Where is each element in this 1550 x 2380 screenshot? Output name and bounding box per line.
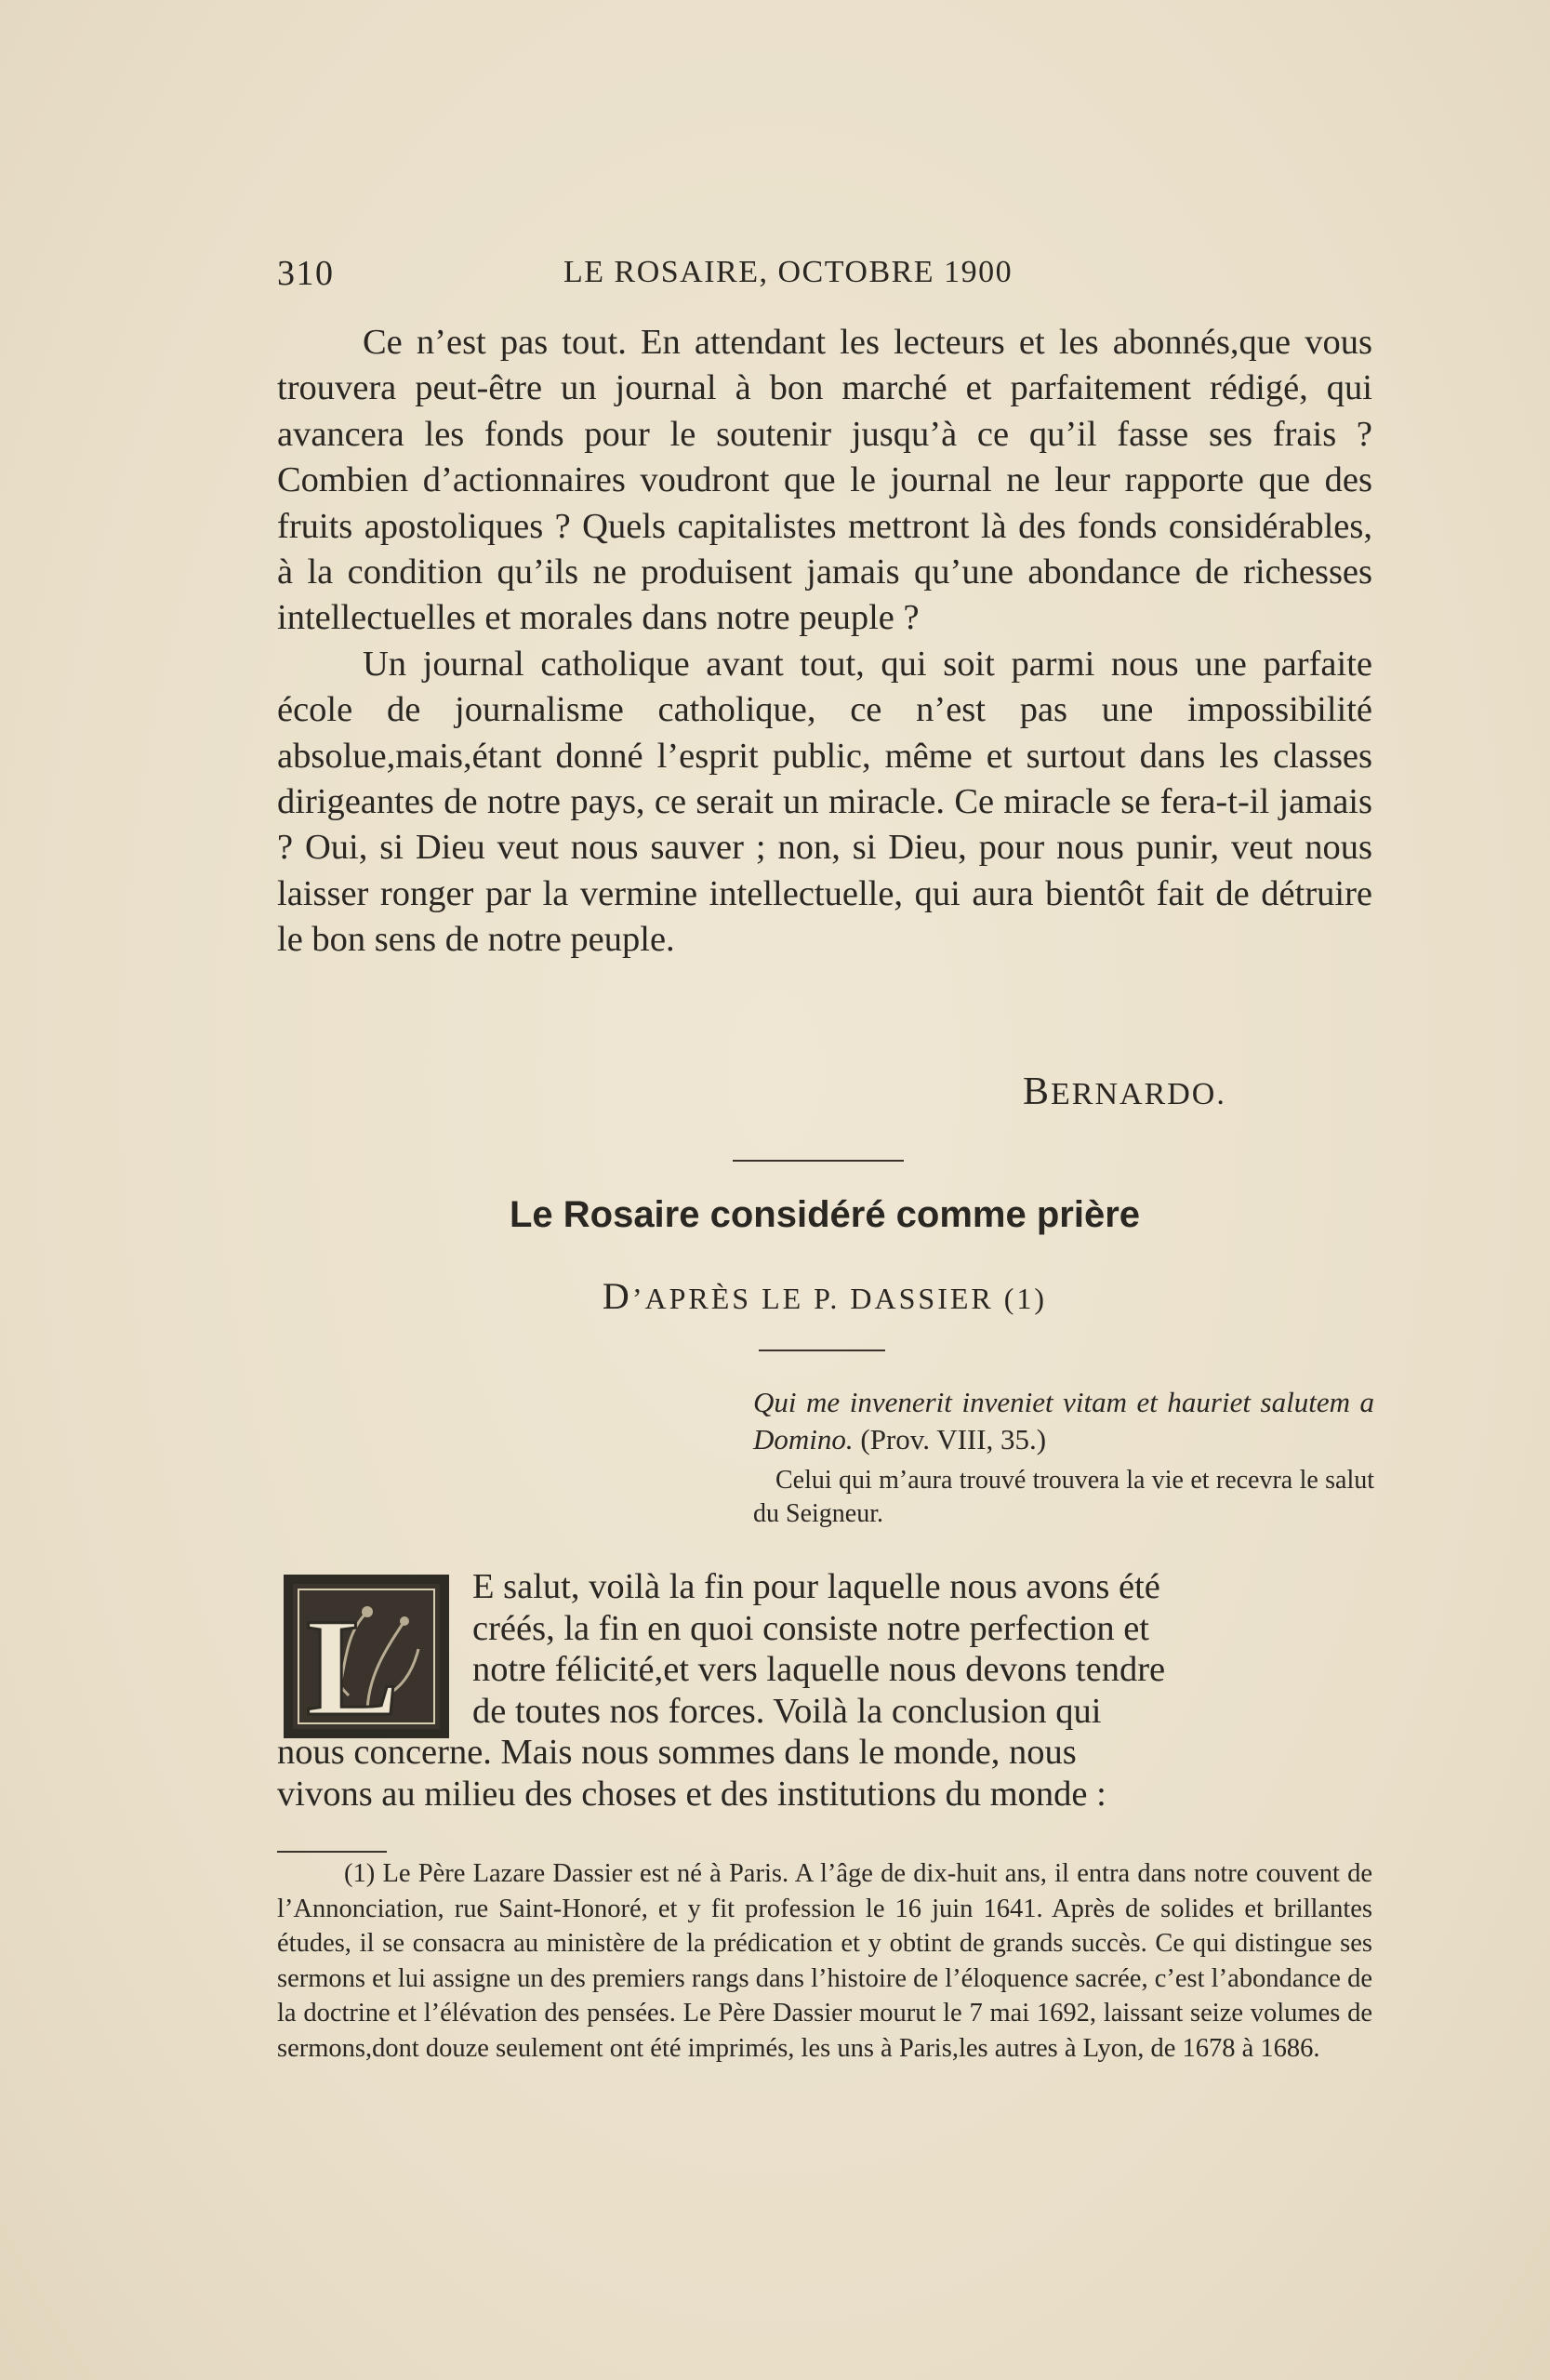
running-title: LE ROSAIRE, OCTOBRE 1900 bbox=[563, 255, 1013, 289]
article-end-prose bbox=[277, 320, 1372, 964]
page-number: 310 bbox=[277, 254, 335, 293]
dropcap-letter: L bbox=[306, 1590, 400, 1729]
footnote-rule bbox=[277, 1851, 387, 1853]
signature-rest: ERNARDO. bbox=[1051, 1077, 1226, 1111]
epigraph bbox=[753, 1384, 1374, 1531]
body-line-1: E salut, voilà la fin pour laquelle nous avons été bbox=[472, 1567, 1160, 1606]
subtitle-initial: D bbox=[602, 1275, 632, 1317]
epigraph-latin-text: Qui me invenerit inveniet vitam et hauriet salutem a Domino. bbox=[753, 1386, 1374, 1456]
subtitle-rest: ’APRÈS LE P. DASSIER (1) bbox=[631, 1282, 1048, 1315]
epigraph-reference: (Prov. VIII, 35.) bbox=[860, 1423, 1047, 1456]
section-divider bbox=[733, 1160, 904, 1162]
body-line-3: notre félicité,et vers laquelle nous devons tendre bbox=[472, 1650, 1166, 1689]
article-title: Le Rosaire considéré comme prière bbox=[509, 1194, 1141, 1235]
body-line-5: nous concerne. Mais nous sommes dans le monde, nous bbox=[277, 1733, 1077, 1772]
author-signature bbox=[1023, 1070, 1302, 1114]
footnote-text: (1) Le Père Lazare Dassier est né à Paris. A l’âge de dix-huit ans, il entra dans notre couvent de l’Annonciation, rue Saint-Honoré, et y fit profession le 16 juin 1641. Après de solides et brillantes études, il se consacra au ministère de la prédication et y obtint de grands succès. Ce qui distingue ses sermons et lui assigne un des premiers rangs dans l’histoire de l’éloquence sacrée, c’est l’abondance de la doctrine et l’élévation des pensées. Le Père Dassier mourut le 7 mai 1692, laissant seize volumes de sermons,dont douze seulement ont été imprimés, les uns à Paris,les autres à Lyon, de 1678 à 1686. bbox=[277, 1859, 1372, 2063]
paragraph-1: Ce n’est pas tout. En attendant les lecteurs et les abonnés,que vous trouvera peut-être un journal à bon marché et parfaitement rédigé, qui avancera les fonds pour le soutenir jusqu’à ce qu’il fasse ses frais ? Combien d’actionnaires voudront que le journal ne leur rapporte que des fruits apostoliques ? Quels capitalistes mettront là des fonds considérables, à la condition qu’ils ne produisent jamais qu’une abondance de richesses intellectuelles et morales dans notre peuple ? bbox=[277, 323, 1372, 638]
epigraph-latin bbox=[753, 1384, 1374, 1458]
body-line-2: créés, la fin en quoi consiste notre perfection et bbox=[472, 1608, 1150, 1648]
title-divider bbox=[759, 1350, 885, 1351]
epigraph-translation: Celui qui m’aura trouvé trouvera la vie et recevra le salut du Seigneur. bbox=[753, 1466, 1374, 1528]
body-line-4: de toutes nos forces. Voilà la conclusion qui bbox=[472, 1691, 1102, 1731]
body-line-6: vivons au milieu des choses et des institutions du monde : bbox=[277, 1774, 1106, 1814]
paragraph-2: Un journal catholique avant tout, qui soit parmi nous une parfaite école de journalisme catholique, ce n’est pas une impossibilité absolue,mais,étant donné l’esprit public, même et surtout dans les classes dirigeantes de notre pays, ce serait un miracle. Ce miracle se fera-t-il jamais ? Oui, si Dieu veut nous sauver ; non, si Dieu, pour nous punir, veut nous laisser ronger par la vermine intellectuelle, qui aura bientôt fait de détruire le bon sens de notre peuple. bbox=[277, 644, 1372, 960]
article-body bbox=[277, 1566, 1372, 1815]
running-header bbox=[277, 253, 1374, 299]
signature-initial: B bbox=[1023, 1070, 1052, 1113]
article-subtitle bbox=[277, 1274, 1372, 1318]
footnote bbox=[277, 1856, 1372, 2067]
